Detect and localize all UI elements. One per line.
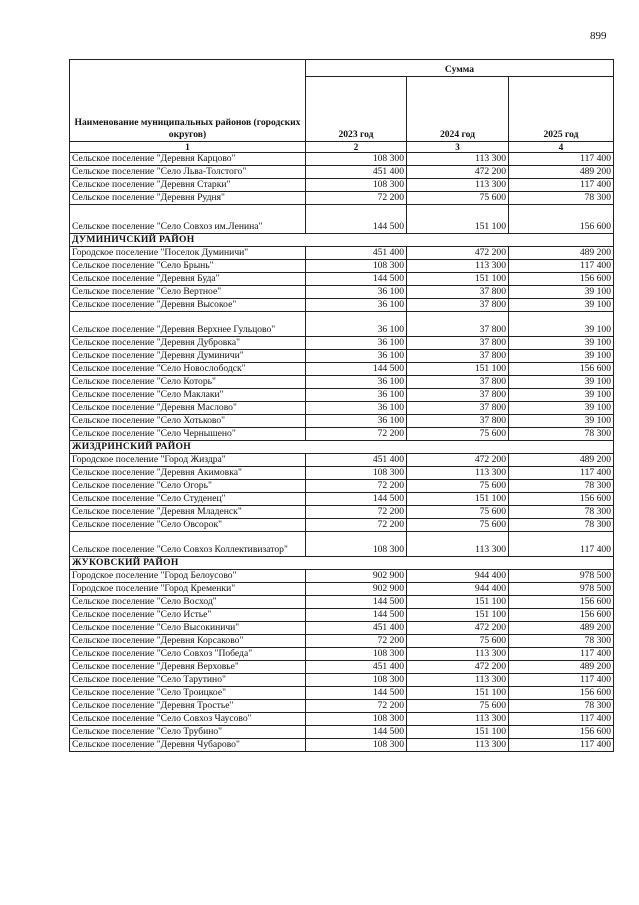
table-row [70, 609, 614, 622]
settlement-name: Сельское поселение "Деревня Чубарово" [70, 739, 306, 752]
settlement-name: Городское поселение "Город Жиздра" [70, 454, 306, 467]
value-2024: 472 200 [407, 247, 509, 260]
settlement-name: Сельское поселение "Деревня Младенск" [70, 506, 306, 519]
value-2024: 151 100 [407, 205, 509, 234]
settlement-name: Сельское поселение "Деревня Думиничи" [70, 350, 306, 363]
settlement-name: Сельское поселение "Село Хотьково" [70, 415, 306, 428]
value-2024: 37 800 [407, 402, 509, 415]
subsidy-table [69, 59, 614, 752]
table-row [70, 299, 614, 312]
table-row [70, 726, 614, 739]
value-2023: 72 200 [306, 519, 407, 532]
value-2024: 37 800 [407, 350, 509, 363]
column-number: 4 [509, 142, 614, 153]
settlement-name: Сельское поселение "Деревня Маслово" [70, 402, 306, 415]
settlement-name: Сельское поселение "Деревня Карцово" [70, 153, 306, 166]
value-2025: 78 300 [509, 480, 614, 493]
settlement-name: Сельское поселение "Деревня Высокое" [70, 299, 306, 312]
value-2024: 472 200 [407, 166, 509, 179]
value-2023: 451 400 [306, 247, 407, 260]
district-name: ЖИЗДРИНСКИЙ РАЙОН [70, 441, 614, 454]
value-2023: 144 500 [306, 609, 407, 622]
value-2023: 36 100 [306, 415, 407, 428]
value-2024: 472 200 [407, 454, 509, 467]
table-row [70, 337, 614, 350]
value-2024: 113 300 [407, 648, 509, 661]
value-2025: 39 100 [509, 299, 614, 312]
value-2023: 108 300 [306, 674, 407, 687]
value-2023: 144 500 [306, 596, 407, 609]
value-2023: 108 300 [306, 467, 407, 480]
value-2025: 117 400 [509, 532, 614, 557]
value-2023: 108 300 [306, 260, 407, 273]
value-2025: 117 400 [509, 260, 614, 273]
value-2023: 451 400 [306, 622, 407, 635]
table-row [70, 389, 614, 402]
settlement-name: Сельское поселение "Село Восход" [70, 596, 306, 609]
value-2024: 113 300 [407, 467, 509, 480]
settlement-name: Сельское поселение "Деревня Буда" [70, 273, 306, 286]
table-row [70, 428, 614, 441]
table-row [70, 493, 614, 506]
table-row [70, 570, 614, 583]
value-2023: 36 100 [306, 350, 407, 363]
value-2024: 75 600 [407, 519, 509, 532]
settlement-name: Сельское поселение "Село Брынь" [70, 260, 306, 273]
column-number: 3 [407, 142, 509, 153]
settlement-name: Сельское поселение "Село Совхоз им.Ленина" [70, 205, 306, 234]
settlement-name: Сельское поселение "Деревня Верхнее Гульцово" [70, 312, 306, 337]
value-2024: 75 600 [407, 635, 509, 648]
settlement-name: Сельское поселение "Деревня Акимовка" [70, 467, 306, 480]
table-row [70, 480, 614, 493]
value-2025: 78 300 [509, 700, 614, 713]
table-body [70, 153, 614, 752]
value-2025: 39 100 [509, 402, 614, 415]
table-row [70, 467, 614, 480]
value-2024: 37 800 [407, 376, 509, 389]
settlement-name: Городское поселение "Город Кременки" [70, 583, 306, 596]
table-row [70, 247, 614, 260]
value-2024: 37 800 [407, 299, 509, 312]
value-2025: 39 100 [509, 350, 614, 363]
column-header-name: Наименование муниципальных районов (городских округов) [70, 60, 306, 142]
value-2024: 113 300 [407, 153, 509, 166]
value-2024: 37 800 [407, 337, 509, 350]
column-header-sum: Сумма [306, 60, 614, 77]
settlement-name: Сельское поселение "Село Льва-Толстого" [70, 166, 306, 179]
value-2025: 489 200 [509, 247, 614, 260]
table-row [70, 273, 614, 286]
value-2024: 75 600 [407, 506, 509, 519]
value-2025: 156 600 [509, 596, 614, 609]
value-2023: 72 200 [306, 192, 407, 205]
value-2023: 144 500 [306, 363, 407, 376]
table-row [70, 166, 614, 179]
table-row [70, 648, 614, 661]
value-2025: 117 400 [509, 179, 614, 192]
district-section-row [70, 441, 614, 454]
value-2025: 489 200 [509, 661, 614, 674]
value-2024: 151 100 [407, 493, 509, 506]
settlement-name: Сельское поселение "Село Совхоз Чаусово" [70, 713, 306, 726]
value-2023: 144 500 [306, 493, 407, 506]
settlement-name: Сельское поселение "Село Огорь" [70, 480, 306, 493]
table-row [70, 454, 614, 467]
value-2024: 472 200 [407, 622, 509, 635]
settlement-name: Сельское поселение "Село Совхоз Коллективизатор" [70, 532, 306, 557]
value-2025: 117 400 [509, 713, 614, 726]
value-2023: 72 200 [306, 428, 407, 441]
table-row [70, 519, 614, 532]
column-number: 2 [306, 142, 407, 153]
settlement-name: Сельское поселение "Деревня Корсаково" [70, 635, 306, 648]
settlement-name: Сельское поселение "Деревня Рудня" [70, 192, 306, 205]
value-2025: 78 300 [509, 428, 614, 441]
value-2023: 108 300 [306, 153, 407, 166]
value-2023: 36 100 [306, 286, 407, 299]
column-header-2023: 2023 год [306, 77, 407, 142]
value-2023: 144 500 [306, 726, 407, 739]
table-row [70, 583, 614, 596]
value-2024: 37 800 [407, 415, 509, 428]
value-2025: 78 300 [509, 506, 614, 519]
value-2025: 978 500 [509, 583, 614, 596]
table-row [70, 687, 614, 700]
value-2023: 72 200 [306, 480, 407, 493]
value-2025: 156 600 [509, 363, 614, 376]
value-2024: 75 600 [407, 480, 509, 493]
value-2023: 144 500 [306, 687, 407, 700]
column-header-2024: 2024 год [407, 77, 509, 142]
value-2024: 151 100 [407, 363, 509, 376]
table-row [70, 674, 614, 687]
value-2025: 78 300 [509, 635, 614, 648]
settlement-name: Сельское поселение "Село Трубино" [70, 726, 306, 739]
table-row [70, 376, 614, 389]
value-2023: 36 100 [306, 376, 407, 389]
value-2024: 113 300 [407, 179, 509, 192]
value-2024: 75 600 [407, 192, 509, 205]
value-2024: 151 100 [407, 687, 509, 700]
table-row [70, 402, 614, 415]
table-row [70, 415, 614, 428]
value-2025: 156 600 [509, 726, 614, 739]
value-2024: 113 300 [407, 739, 509, 752]
settlement-name: Сельское поселение "Село Совхоз "Победа" [70, 648, 306, 661]
value-2023: 108 300 [306, 739, 407, 752]
value-2023: 144 500 [306, 273, 407, 286]
settlement-name: Городское поселение "Город Белоусово" [70, 570, 306, 583]
value-2024: 37 800 [407, 286, 509, 299]
value-2024: 113 300 [407, 713, 509, 726]
value-2025: 78 300 [509, 192, 614, 205]
table-row [70, 700, 614, 713]
value-2023: 902 900 [306, 570, 407, 583]
value-2024: 944 400 [407, 570, 509, 583]
settlement-name: Сельское поселение "Село Троицкое" [70, 687, 306, 700]
value-2023: 451 400 [306, 661, 407, 674]
value-2025: 156 600 [509, 493, 614, 506]
district-name: ДУМИНИЧСКИЙ РАЙОН [70, 234, 614, 247]
settlement-name: Сельское поселение "Село Маклаки" [70, 389, 306, 402]
value-2023: 108 300 [306, 713, 407, 726]
settlement-name: Городское поселение "Поселок Думиничи" [70, 247, 306, 260]
value-2023: 108 300 [306, 179, 407, 192]
value-2025: 117 400 [509, 467, 614, 480]
table-row [70, 363, 614, 376]
value-2024: 75 600 [407, 428, 509, 441]
settlement-name: Сельское поселение "Село Истье" [70, 609, 306, 622]
value-2023: 108 300 [306, 648, 407, 661]
value-2025: 117 400 [509, 739, 614, 752]
district-section-row [70, 557, 614, 570]
page-number: 899 [590, 30, 607, 42]
settlement-name: Сельское поселение "Село Овсорок" [70, 519, 306, 532]
value-2025: 489 200 [509, 166, 614, 179]
value-2025: 156 600 [509, 205, 614, 234]
table-row [70, 739, 614, 752]
settlement-name: Сельское поселение "Село Тарутино" [70, 674, 306, 687]
table-row [70, 260, 614, 273]
value-2025: 39 100 [509, 312, 614, 337]
value-2025: 39 100 [509, 389, 614, 402]
settlement-name: Сельское поселение "Село Новослободск" [70, 363, 306, 376]
settlement-name: Сельское поселение "Деревня Дубровка" [70, 337, 306, 350]
value-2025: 39 100 [509, 337, 614, 350]
value-2024: 75 600 [407, 700, 509, 713]
value-2023: 72 200 [306, 506, 407, 519]
value-2025: 489 200 [509, 622, 614, 635]
value-2024: 944 400 [407, 583, 509, 596]
value-2023: 144 500 [306, 205, 407, 234]
value-2024: 37 800 [407, 389, 509, 402]
table-row [70, 205, 614, 234]
column-header-2025: 2025 год [509, 77, 614, 142]
value-2024: 113 300 [407, 532, 509, 557]
value-2024: 113 300 [407, 674, 509, 687]
value-2023: 72 200 [306, 700, 407, 713]
value-2024: 151 100 [407, 609, 509, 622]
value-2025: 489 200 [509, 454, 614, 467]
table-row [70, 596, 614, 609]
value-2023: 36 100 [306, 337, 407, 350]
table-row [70, 179, 614, 192]
value-2025: 117 400 [509, 153, 614, 166]
table-row [70, 532, 614, 557]
table-row [70, 661, 614, 674]
column-number: 1 [70, 142, 306, 153]
table-row [70, 192, 614, 205]
value-2024: 37 800 [407, 312, 509, 337]
value-2024: 151 100 [407, 726, 509, 739]
value-2024: 151 100 [407, 273, 509, 286]
district-name: ЖУКОВСКИЙ РАЙОН [70, 557, 614, 570]
table-row [70, 286, 614, 299]
settlement-name: Сельское поселение "Село Вертное" [70, 286, 306, 299]
table-row [70, 635, 614, 648]
settlement-name: Сельское поселение "Село Чернышено" [70, 428, 306, 441]
value-2023: 451 400 [306, 166, 407, 179]
value-2025: 978 500 [509, 570, 614, 583]
value-2023: 36 100 [306, 299, 407, 312]
value-2023: 36 100 [306, 389, 407, 402]
table-row [70, 506, 614, 519]
value-2025: 39 100 [509, 286, 614, 299]
value-2023: 902 900 [306, 583, 407, 596]
table-row [70, 622, 614, 635]
value-2025: 39 100 [509, 415, 614, 428]
value-2023: 36 100 [306, 312, 407, 337]
table-row [70, 312, 614, 337]
value-2025: 117 400 [509, 674, 614, 687]
settlement-name: Сельское поселение "Деревня Верховье" [70, 661, 306, 674]
value-2025: 156 600 [509, 609, 614, 622]
value-2025: 39 100 [509, 376, 614, 389]
settlement-name: Сельское поселение "Село Студенец" [70, 493, 306, 506]
settlement-name: Сельское поселение "Село Которь" [70, 376, 306, 389]
settlement-name: Сельское поселение "Деревня Тростье" [70, 700, 306, 713]
table-row [70, 350, 614, 363]
value-2024: 472 200 [407, 661, 509, 674]
settlement-name: Сельское поселение "Село Высокиничи" [70, 622, 306, 635]
table-row [70, 713, 614, 726]
value-2025: 156 600 [509, 273, 614, 286]
value-2025: 156 600 [509, 687, 614, 700]
settlement-name: Сельское поселение "Деревня Старки" [70, 179, 306, 192]
value-2024: 151 100 [407, 596, 509, 609]
value-2023: 108 300 [306, 532, 407, 557]
value-2025: 117 400 [509, 648, 614, 661]
value-2023: 36 100 [306, 402, 407, 415]
value-2023: 451 400 [306, 454, 407, 467]
value-2025: 78 300 [509, 519, 614, 532]
value-2024: 113 300 [407, 260, 509, 273]
table-row [70, 153, 614, 166]
value-2023: 72 200 [306, 635, 407, 648]
district-section-row [70, 234, 614, 247]
